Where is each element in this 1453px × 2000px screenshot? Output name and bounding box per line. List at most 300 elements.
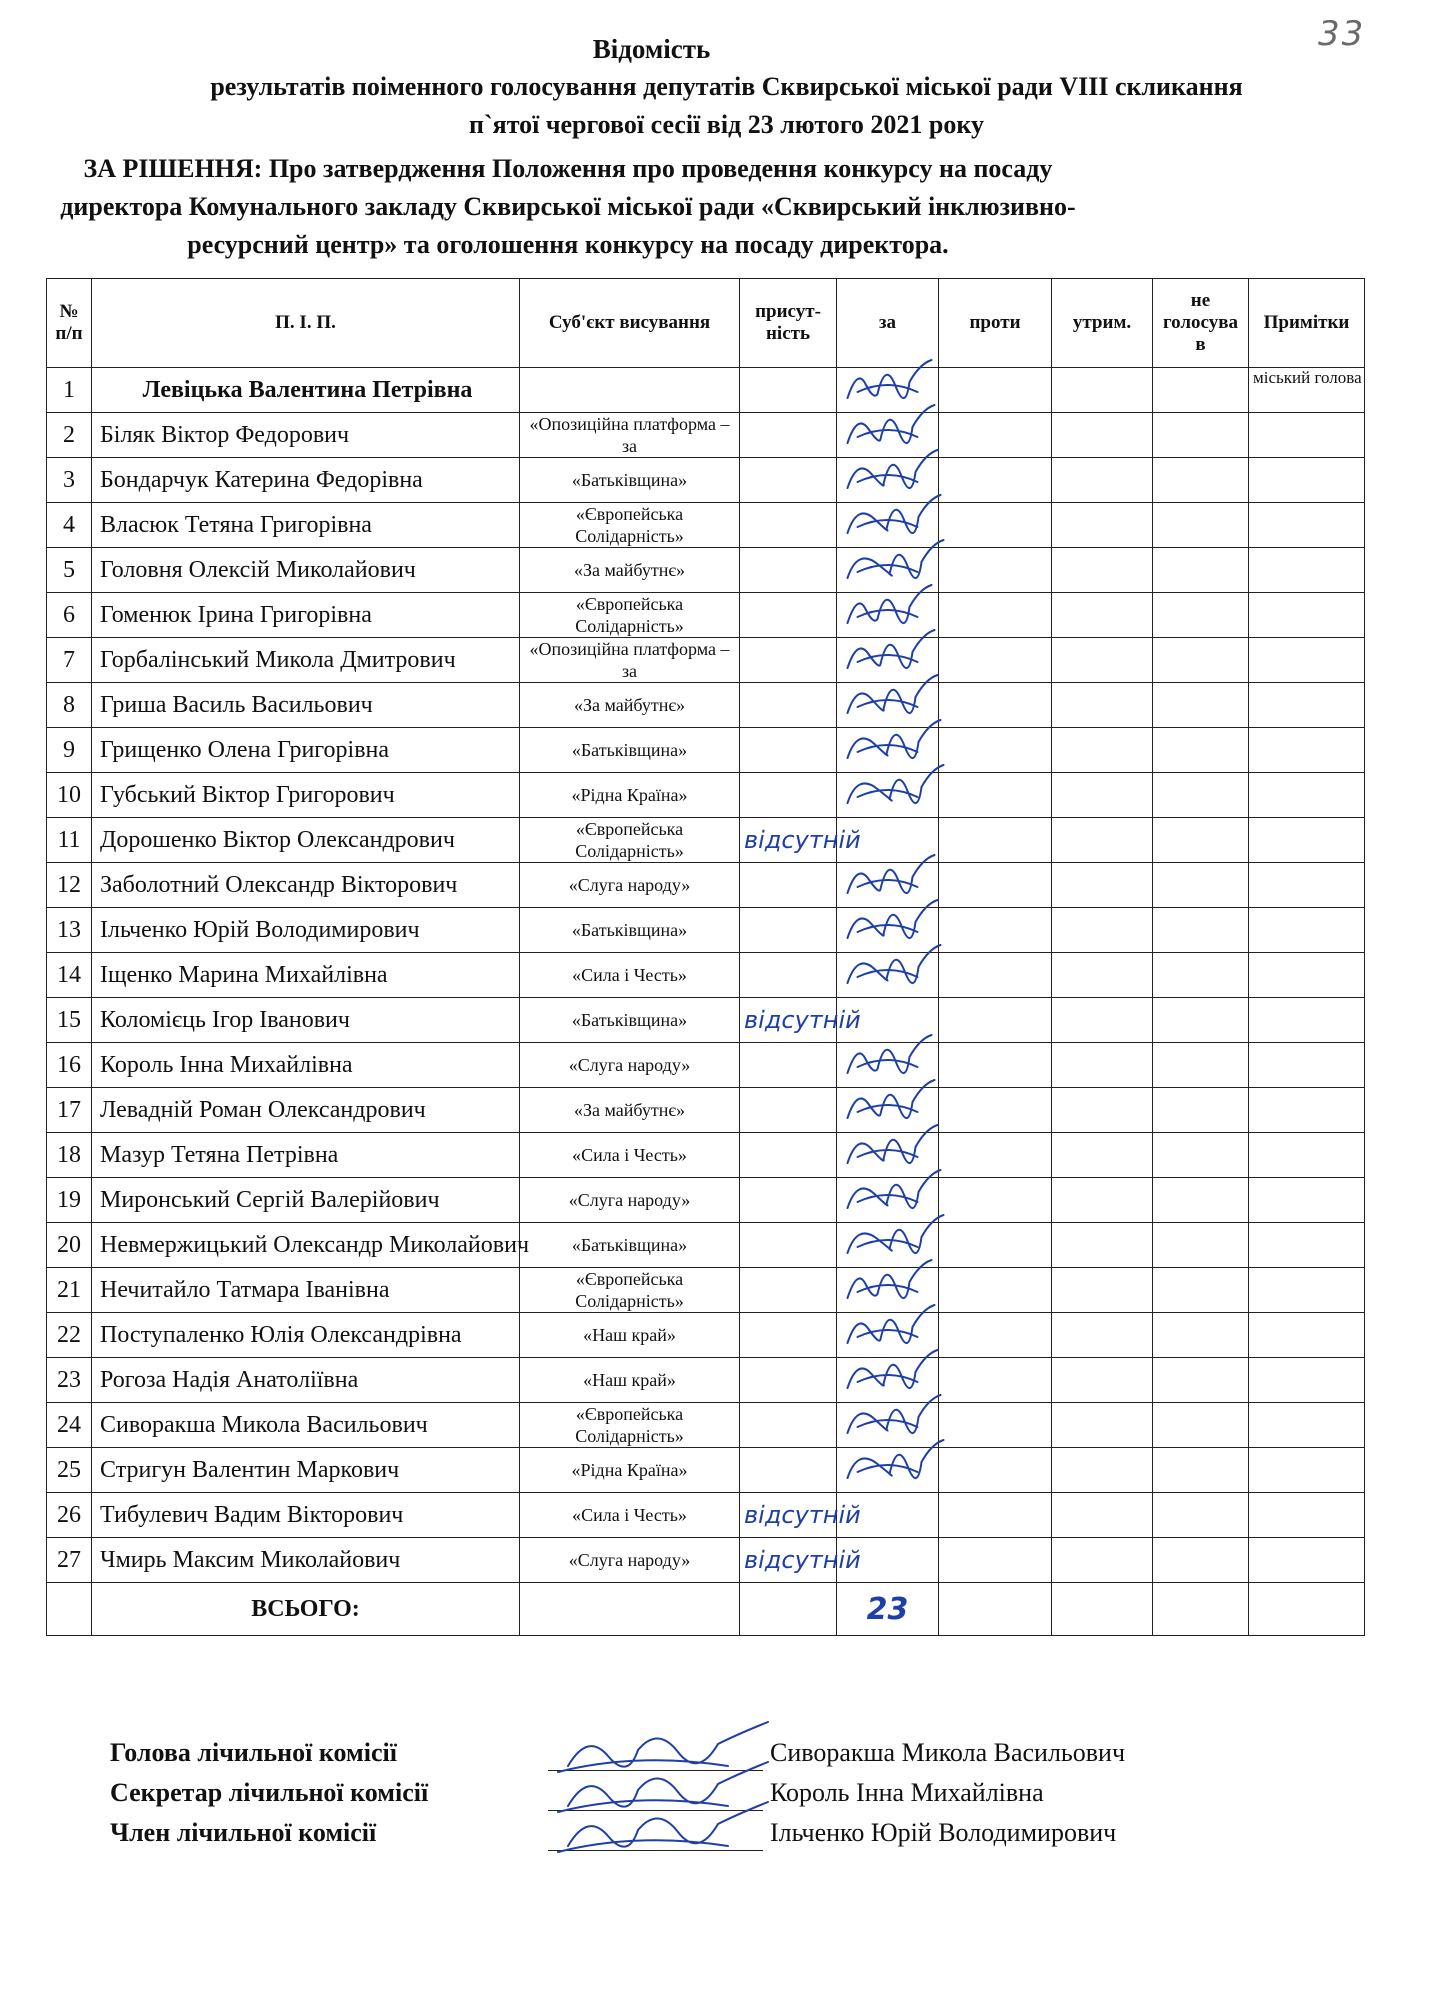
row-name: Мазур Тетяна Петрівна <box>92 1133 520 1178</box>
row-against <box>939 1088 1052 1133</box>
row-note <box>1249 1403 1365 1448</box>
row-against <box>939 818 1052 863</box>
row-note <box>1249 1133 1365 1178</box>
row-against <box>939 458 1052 503</box>
row-for <box>837 728 939 773</box>
row-against <box>939 638 1052 683</box>
row-against <box>939 683 1052 728</box>
row-present <box>740 1223 837 1268</box>
row-num: 19 <box>47 1178 92 1223</box>
row-for <box>837 1448 939 1493</box>
commission-secretary-row <box>110 1778 1260 1818</box>
row-against <box>939 503 1052 548</box>
row-note <box>1249 773 1365 818</box>
table-row <box>47 368 1365 413</box>
row-note <box>1249 1538 1365 1583</box>
commission-member-row <box>110 1818 1260 1858</box>
total-against-cell <box>939 1583 1052 1636</box>
row-note: міський голова <box>1249 368 1365 413</box>
row-present <box>740 1358 837 1403</box>
row-against <box>939 413 1052 458</box>
total-not-voted-cell <box>1153 1583 1249 1636</box>
table-row <box>47 1403 1365 1448</box>
row-party: «За майбутнє» <box>520 548 740 593</box>
row-note <box>1249 1043 1365 1088</box>
total-abstain-cell <box>1052 1583 1153 1636</box>
row-abstain <box>1052 773 1153 818</box>
row-abstain <box>1052 728 1153 773</box>
row-not-voted <box>1153 908 1249 953</box>
header-party: Суб'єкт висування <box>520 279 740 368</box>
row-name: Дорошенко Віктор Олександрович <box>92 818 520 863</box>
row-num: 21 <box>47 1268 92 1313</box>
row-note <box>1249 998 1365 1043</box>
row-party: «Рідна Країна» <box>520 773 740 818</box>
row-not-voted <box>1153 1043 1249 1088</box>
row-not-voted <box>1153 1223 1249 1268</box>
table-row <box>47 1313 1365 1358</box>
row-num: 23 <box>47 1358 92 1403</box>
document-subtitle-line1: результатів поіменного голосування депутатів Сквирської міської ради VIII скликання <box>210 72 1243 101</box>
signature-line <box>548 1810 763 1811</box>
row-num: 10 <box>47 773 92 818</box>
row-note <box>1249 1178 1365 1223</box>
row-party: «Рідна Країна» <box>520 1448 740 1493</box>
row-party: «Європейська Солідарність» <box>520 1403 740 1448</box>
row-party: «Сила і Честь» <box>520 1133 740 1178</box>
table-row <box>47 1178 1365 1223</box>
row-present <box>740 863 837 908</box>
row-note <box>1249 728 1365 773</box>
decision-statement <box>38 150 1098 264</box>
row-abstain <box>1052 1268 1153 1313</box>
row-note <box>1249 1493 1365 1538</box>
row-abstain <box>1052 818 1153 863</box>
row-not-voted <box>1153 1448 1249 1493</box>
row-note <box>1249 548 1365 593</box>
header-against: проти <box>939 279 1052 368</box>
row-num: 3 <box>47 458 92 503</box>
row-for <box>837 1403 939 1448</box>
row-present <box>740 908 837 953</box>
row-not-voted <box>1153 413 1249 458</box>
row-name: Гоменюк Ірина Григорівна <box>92 593 520 638</box>
row-num: 27 <box>47 1538 92 1583</box>
row-against <box>939 908 1052 953</box>
header-name: П. І. П. <box>92 279 520 368</box>
row-num: 25 <box>47 1448 92 1493</box>
row-not-voted <box>1153 863 1249 908</box>
header-not-voted: не голосува в <box>1153 279 1249 368</box>
row-party: «Сила і Честь» <box>520 1493 740 1538</box>
table-row <box>47 728 1365 773</box>
row-note <box>1249 1313 1365 1358</box>
table-header-row <box>47 279 1365 368</box>
row-note <box>1249 1448 1365 1493</box>
row-name: Біляк Віктор Федорович <box>92 413 520 458</box>
row-party: «Європейська Солідарність» <box>520 1268 740 1313</box>
row-party: «Сила і Честь» <box>520 953 740 998</box>
row-not-voted <box>1153 1358 1249 1403</box>
table-row <box>47 908 1365 953</box>
row-note <box>1249 458 1365 503</box>
row-name: Заболотний Олександр Вікторович <box>92 863 520 908</box>
table-row <box>47 458 1365 503</box>
signature-line <box>548 1770 763 1771</box>
row-for <box>837 638 939 683</box>
row-present: відсутній <box>740 1538 837 1583</box>
total-label: ВСЬОГО: <box>92 1583 520 1636</box>
row-abstain <box>1052 863 1153 908</box>
table-row <box>47 1268 1365 1313</box>
row-not-voted <box>1153 1133 1249 1178</box>
row-name: Сиворакша Микола Васильович <box>92 1403 520 1448</box>
row-name: Нечитайло Татмара Іванівна <box>92 1268 520 1313</box>
row-present <box>740 368 837 413</box>
row-note <box>1249 1088 1365 1133</box>
total-party-cell <box>520 1583 740 1636</box>
header-notes: Примітки <box>1249 279 1365 368</box>
row-not-voted <box>1153 1268 1249 1313</box>
row-note <box>1249 683 1365 728</box>
row-num: 22 <box>47 1313 92 1358</box>
row-name: Тибулевич Вадим Вікторович <box>92 1493 520 1538</box>
row-abstain <box>1052 1223 1153 1268</box>
table-row <box>47 503 1365 548</box>
header-for: за <box>837 279 939 368</box>
row-present <box>740 1313 837 1358</box>
row-note <box>1249 1268 1365 1313</box>
row-abstain <box>1052 1358 1153 1403</box>
row-not-voted <box>1153 638 1249 683</box>
row-name: Іщенко Марина Михайлівна <box>92 953 520 998</box>
row-name: Король Інна Михайлівна <box>92 1043 520 1088</box>
document-title: Відомість <box>592 34 711 64</box>
row-note <box>1249 1223 1365 1268</box>
row-name: Гриша Василь Васильович <box>92 683 520 728</box>
row-name: Левіцька Валентина Петрівна <box>92 368 520 413</box>
row-num: 7 <box>47 638 92 683</box>
row-party: «Батьківщина» <box>520 728 740 773</box>
row-against <box>939 1403 1052 1448</box>
commission-chair-name: Сиворакша Микола Васильович <box>770 1738 1126 1767</box>
row-party: «Батьківщина» <box>520 458 740 503</box>
row-present <box>740 1403 837 1448</box>
row-abstain <box>1052 1133 1153 1178</box>
row-against <box>939 1538 1052 1583</box>
row-name: Грищенко Олена Григорівна <box>92 728 520 773</box>
row-abstain <box>1052 1493 1153 1538</box>
row-present <box>740 1043 837 1088</box>
table-row <box>47 1133 1365 1178</box>
row-abstain <box>1052 998 1153 1043</box>
row-abstain <box>1052 638 1153 683</box>
row-against <box>939 1493 1052 1538</box>
table-row <box>47 953 1365 998</box>
row-for <box>837 368 939 413</box>
row-party: «Батьківщина» <box>520 908 740 953</box>
row-note <box>1249 638 1365 683</box>
row-for <box>837 548 939 593</box>
row-abstain <box>1052 953 1153 998</box>
row-against <box>939 1178 1052 1223</box>
table-row <box>47 773 1365 818</box>
row-against <box>939 773 1052 818</box>
row-for <box>837 1313 939 1358</box>
table-row <box>47 1358 1365 1403</box>
row-num: 17 <box>47 1088 92 1133</box>
row-name: Губський Віктор Григорович <box>92 773 520 818</box>
commission-chair-role: Голова лічильної комісії <box>110 1738 397 1767</box>
row-present: відсутній <box>740 818 837 863</box>
total-present-cell <box>740 1583 837 1636</box>
decision-text: Про затвердження Положення про проведення конкурсу на посаду директора Комунального закладу Сквирської міської ради «Сквирський інклюзивно-ресурсний центр» та оголошення конкурсу на посаду директора. <box>60 154 1076 259</box>
row-num: 14 <box>47 953 92 998</box>
row-present <box>740 1088 837 1133</box>
row-party: «Опозиційна платформа – за <box>520 413 740 458</box>
row-against <box>939 1043 1052 1088</box>
row-abstain <box>1052 683 1153 728</box>
counting-commission <box>110 1738 1260 1858</box>
row-num: 1 <box>47 368 92 413</box>
total-for-count: 23 <box>837 1583 939 1636</box>
row-abstain <box>1052 1178 1153 1223</box>
row-num: 2 <box>47 413 92 458</box>
commission-member-role: Член лічильної комісії <box>110 1818 377 1847</box>
table-row <box>47 593 1365 638</box>
row-party: «За майбутнє» <box>520 1088 740 1133</box>
row-for <box>837 413 939 458</box>
row-against <box>939 728 1052 773</box>
row-not-voted <box>1153 818 1249 863</box>
signature-line <box>548 1850 763 1851</box>
row-for <box>837 503 939 548</box>
row-present <box>740 1268 837 1313</box>
table-row <box>47 1043 1365 1088</box>
total-num-cell <box>47 1583 92 1636</box>
row-num: 26 <box>47 1493 92 1538</box>
row-for <box>837 1178 939 1223</box>
row-num: 13 <box>47 908 92 953</box>
row-name: Поступаленко Юлія Олександрівна <box>92 1313 520 1358</box>
row-abstain <box>1052 593 1153 638</box>
table-row <box>47 683 1365 728</box>
row-for <box>837 593 939 638</box>
row-for <box>837 1133 939 1178</box>
table-row <box>47 863 1365 908</box>
row-party: «Європейська Солідарність» <box>520 593 740 638</box>
row-note <box>1249 908 1365 953</box>
row-name: Чмирь Максим Миколайович <box>92 1538 520 1583</box>
row-not-voted <box>1153 503 1249 548</box>
header-num: № п/п <box>47 279 92 368</box>
row-num: 18 <box>47 1133 92 1178</box>
row-against <box>939 1268 1052 1313</box>
row-not-voted <box>1153 593 1249 638</box>
row-abstain <box>1052 1448 1153 1493</box>
row-against <box>939 1133 1052 1178</box>
table-row <box>47 413 1365 458</box>
row-name: Коломієць Ігор Іванович <box>92 998 520 1043</box>
table-row <box>47 1493 1365 1538</box>
table-body <box>47 368 1365 1583</box>
row-present <box>740 1133 837 1178</box>
row-not-voted <box>1153 1493 1249 1538</box>
document-subtitle-line2: п`ятої чергової сесії від 23 лютого 2021 року <box>468 110 984 139</box>
row-abstain <box>1052 1313 1153 1358</box>
row-for <box>837 953 939 998</box>
row-against <box>939 593 1052 638</box>
table-row <box>47 638 1365 683</box>
commission-chair-row <box>110 1738 1260 1778</box>
row-note <box>1249 863 1365 908</box>
row-name: Головня Олексій Миколайович <box>92 548 520 593</box>
row-not-voted <box>1153 728 1249 773</box>
row-present: відсутній <box>740 998 837 1043</box>
table-row <box>47 818 1365 863</box>
row-num: 11 <box>47 818 92 863</box>
row-num: 20 <box>47 1223 92 1268</box>
page-number: 33 <box>1318 14 1366 54</box>
row-party: «Європейська Солідарність» <box>520 503 740 548</box>
row-name: Ільченко Юрій Володимирович <box>92 908 520 953</box>
header-present: присут-ність <box>740 279 837 368</box>
row-not-voted <box>1153 1403 1249 1448</box>
row-name: Стригун Валентин Маркович <box>92 1448 520 1493</box>
row-present <box>740 1448 837 1493</box>
row-num: 16 <box>47 1043 92 1088</box>
row-for <box>837 683 939 728</box>
row-name: Рогоза Надія Анатоліївна <box>92 1358 520 1403</box>
total-row <box>47 1583 1365 1636</box>
row-not-voted <box>1153 368 1249 413</box>
row-for <box>837 458 939 503</box>
document-header <box>0 30 1453 144</box>
row-abstain <box>1052 1088 1153 1133</box>
row-not-voted <box>1153 458 1249 503</box>
row-present <box>740 548 837 593</box>
row-note <box>1249 503 1365 548</box>
row-num: 15 <box>47 998 92 1043</box>
row-for <box>837 908 939 953</box>
table-row <box>47 1088 1365 1133</box>
row-not-voted <box>1153 1313 1249 1358</box>
row-abstain <box>1052 1403 1153 1448</box>
commission-secretary-role: Секретар лічильної комісії <box>110 1778 429 1807</box>
row-abstain <box>1052 368 1153 413</box>
header-abstain: утрим. <box>1052 279 1153 368</box>
row-not-voted <box>1153 1178 1249 1223</box>
row-not-voted <box>1153 953 1249 998</box>
row-against <box>939 863 1052 908</box>
table-row <box>47 548 1365 593</box>
row-present <box>740 773 837 818</box>
row-against <box>939 953 1052 998</box>
row-party: «Наш край» <box>520 1358 740 1403</box>
table-row <box>47 998 1365 1043</box>
voting-table <box>46 278 1365 1636</box>
row-party: «Опозиційна платформа – за <box>520 638 740 683</box>
row-abstain <box>1052 1043 1153 1088</box>
row-present <box>740 458 837 503</box>
commission-secretary-name: Король Інна Михайлівна <box>770 1778 1044 1807</box>
row-present <box>740 593 837 638</box>
row-name: Бондарчук Катерина Федорівна <box>92 458 520 503</box>
row-party: «Батьківщина» <box>520 998 740 1043</box>
row-party <box>520 368 740 413</box>
row-for <box>837 1268 939 1313</box>
row-party: «Наш край» <box>520 1313 740 1358</box>
row-present <box>740 953 837 998</box>
row-abstain <box>1052 458 1153 503</box>
row-note <box>1249 593 1365 638</box>
decision-prefix: ЗА РІШЕННЯ: <box>83 154 263 183</box>
row-name: Миронський Сергій Валерійович <box>92 1178 520 1223</box>
table-row <box>47 1538 1365 1583</box>
row-party: «Європейська Солідарність» <box>520 818 740 863</box>
row-num: 5 <box>47 548 92 593</box>
row-against <box>939 548 1052 593</box>
row-note <box>1249 413 1365 458</box>
row-num: 9 <box>47 728 92 773</box>
row-against <box>939 1448 1052 1493</box>
total-notes-cell <box>1249 1583 1365 1636</box>
row-note <box>1249 818 1365 863</box>
row-for <box>837 1088 939 1133</box>
row-not-voted <box>1153 1088 1249 1133</box>
row-against <box>939 1223 1052 1268</box>
commission-member-name: Ільченко Юрій Володимирович <box>770 1818 1117 1847</box>
row-party: «Батьківщина» <box>520 1223 740 1268</box>
row-present <box>740 503 837 548</box>
row-present: відсутній <box>740 1493 837 1538</box>
row-not-voted <box>1153 1538 1249 1583</box>
row-against <box>939 998 1052 1043</box>
row-not-voted <box>1153 548 1249 593</box>
row-not-voted <box>1153 683 1249 728</box>
row-abstain <box>1052 548 1153 593</box>
row-present <box>740 683 837 728</box>
row-num: 12 <box>47 863 92 908</box>
row-name: Левадній Роман Олександрович <box>92 1088 520 1133</box>
row-abstain <box>1052 503 1153 548</box>
row-abstain <box>1052 1538 1153 1583</box>
row-present <box>740 728 837 773</box>
row-for <box>837 863 939 908</box>
row-abstain <box>1052 908 1153 953</box>
row-note <box>1249 1358 1365 1403</box>
row-for <box>837 1043 939 1088</box>
row-party: «Слуга народу» <box>520 863 740 908</box>
row-num: 6 <box>47 593 92 638</box>
table-row <box>47 1223 1365 1268</box>
row-not-voted <box>1153 773 1249 818</box>
row-num: 24 <box>47 1403 92 1448</box>
row-for <box>837 1358 939 1403</box>
row-present <box>740 638 837 683</box>
table-row <box>47 1448 1365 1493</box>
row-name: Горбалінський Микола Дмитрович <box>92 638 520 683</box>
row-not-voted <box>1153 998 1249 1043</box>
row-against <box>939 1358 1052 1403</box>
row-party: «Слуга народу» <box>520 1043 740 1088</box>
row-party: «Слуга народу» <box>520 1178 740 1223</box>
row-against <box>939 368 1052 413</box>
row-against <box>939 1313 1052 1358</box>
row-for <box>837 1223 939 1268</box>
row-present <box>740 413 837 458</box>
row-abstain <box>1052 413 1153 458</box>
